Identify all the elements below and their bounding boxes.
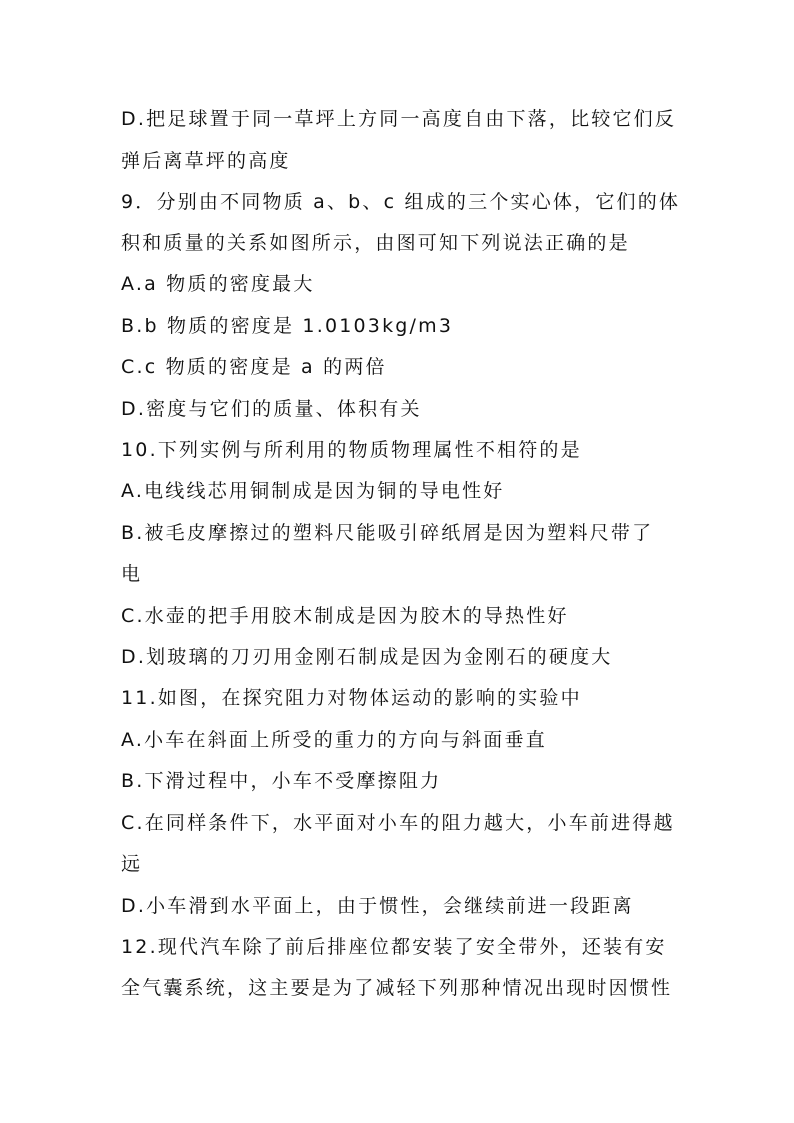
option-c-line: C.c 物质的密度是 a 的两倍 [121,356,387,378]
option-d-line: D.小车滑到水平面上，由于惯性，会继续前进一段距离 [121,895,634,917]
option-d-line: D.密度与它们的质量、体积有关 [121,398,422,420]
question-10-line: 10.下列实例与所利用的物质物理属性不相符的是 [121,439,582,461]
option-a-line: A.电线线芯用铜制成是因为铜的导电性好 [121,480,505,502]
text-line: 电 [121,563,143,585]
question-9-line: 9．分别由不同物质 a、b、c 组成的三个实心体，它们的体 [121,191,681,213]
option-a-line: A.小车在斜面上所受的重力的方向与斜面垂直 [121,729,547,751]
option-b-line: B.下滑过程中，小车不受摩擦阻力 [121,770,442,792]
text-line: 积和质量的关系如图所示，由图可知下列说法正确的是 [121,232,630,254]
option-b-line: B.b 物质的密度是 1.0103kg/m3 [121,315,454,337]
option-c-line: C.水壶的把手用胶木制成是因为胶木的导热性好 [121,605,569,627]
question-12-line: 12.现代汽车除了前后排座位都安装了安全带外，还装有安 [121,936,667,958]
text-line: 全气囊系统，这主要是为了减轻下列那种情况出现时因惯性 [121,977,673,999]
text-line: D.把足球置于同一草坪上方同一高度自由下落，比较它们反 [121,108,677,130]
option-b-line: B.被毛皮摩擦过的塑料尺能吸引碎纸屑是因为塑料尺带了 [121,522,654,544]
text-line: 远 [121,853,143,875]
option-d-line: D.划玻璃的刀刃用金刚石制成是因为金刚石的硬度大 [121,646,613,668]
question-11-line: 11.如图，在探究阻力对物体运动的影响的实验中 [121,687,582,709]
option-a-line: A.a 物质的密度最大 [121,273,315,295]
text-line: 弹后离草坪的高度 [121,150,291,172]
option-c-line: C.在同样条件下，水平面对小车的阻力越大，小车前进得越 [121,812,675,834]
